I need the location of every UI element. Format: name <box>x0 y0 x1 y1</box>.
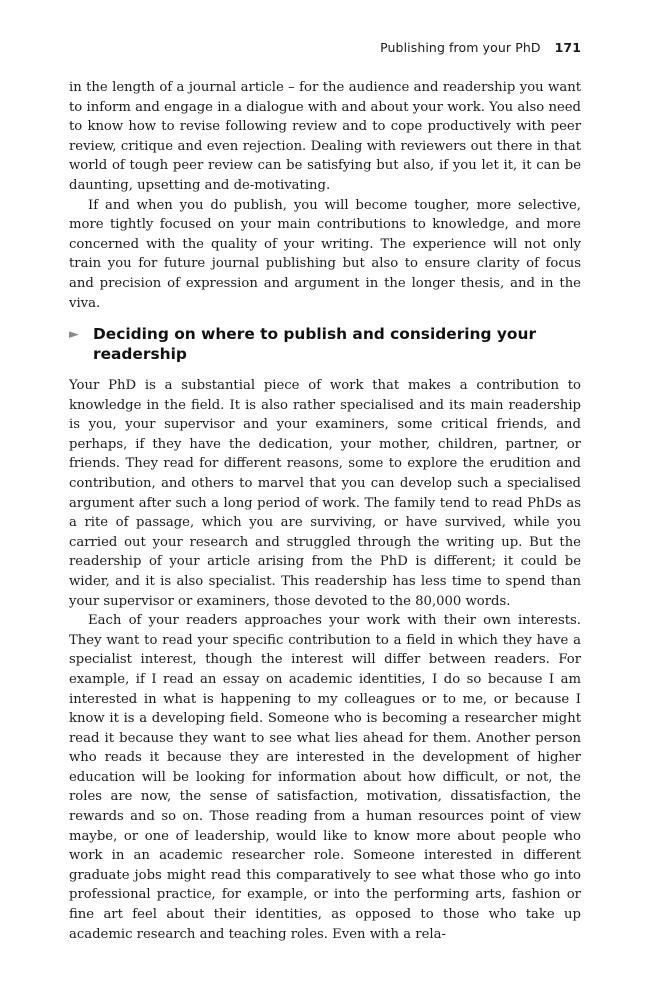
running-head <box>380 40 581 55</box>
triangle-bullet-icon: ► <box>69 327 79 342</box>
body-text-top <box>69 78 581 313</box>
running-head-title: Publishing from your PhD <box>380 40 541 55</box>
section-heading-text: Deciding on where to publish and considering your readership <box>93 325 537 363</box>
paragraph-continued: in the length of a journal article – for the audience and readership you want to inform and engage in a dialogue with and about your work. You also need to know how to revise following review and to cope productively with peer review, critique and even rejection. Dealing with reviewers out there in that world of tough peer review can be satisfying but also, if you let it, it can be daunting, upsetting and de-motivating. <box>69 80 581 193</box>
section-heading <box>69 324 589 364</box>
paragraph: Your PhD is a substantial piece of work that makes a contribution to knowledge in the field. It is also rather specialised and its main readership is you, your supervisor and your examiners, some critical friends, and perhaps, if they have the dedication, your mother, children, partner, or friends. They read for different reasons, some to explore the erudition and contribution, and others to marvel that you can develop such a specialised argument after such a long period of work. The family tend to read PhDs as a rite of passage, which you are surviving, or have survived, while you carried out your research and struggled through the writing up. But the readership of your article arising from the PhD is different; it could be wider, and it is also specialist. This readership has less time to spend than your supervisor or examiners, those devoted to the 80,000 words. <box>69 378 581 609</box>
paragraph: If and when you do publish, you will become tougher, more selective, more tightly focused on your main contributions to knowledge, and more concerned with the quality of your writing. The experience will not only train you for future journal publishing but also to ensure clarity of focus and precision of expression and argument in the longer thesis, and in the viva. <box>69 197 581 311</box>
page-number: 171 <box>554 40 581 55</box>
paragraph: Each of your readers approaches your work with their own interests. They want to read your specific contribution to a field in which they have a specialist interest, though the interest will differ between readers. For example, if I read an essay on academic identities, I do so because I am interested in what is happening to my colleagues or to me, or because I know it is a developing field. Someone who is becoming a researcher might read it because they want to see what lies ahead for them. Another person who reads it because they are interested in the development of higher education will be looking for information about how difficult, or not, the roles are now, the sense of satisfaction, motivation, dissatisfaction, the rewards and so on. Those reading from a human resources point of view maybe, or one of leadership, would like to know more about people who work in an academic researcher role. Someone interested in different graduate jobs might read this comparatively to see what those who go into professional practice, for example, or into the performing arts, fashion or fine art feel about their identities, as opposed to those who take up academic research and teaching roles. Even with a rela- <box>69 613 581 942</box>
body-text-section <box>69 376 581 944</box>
